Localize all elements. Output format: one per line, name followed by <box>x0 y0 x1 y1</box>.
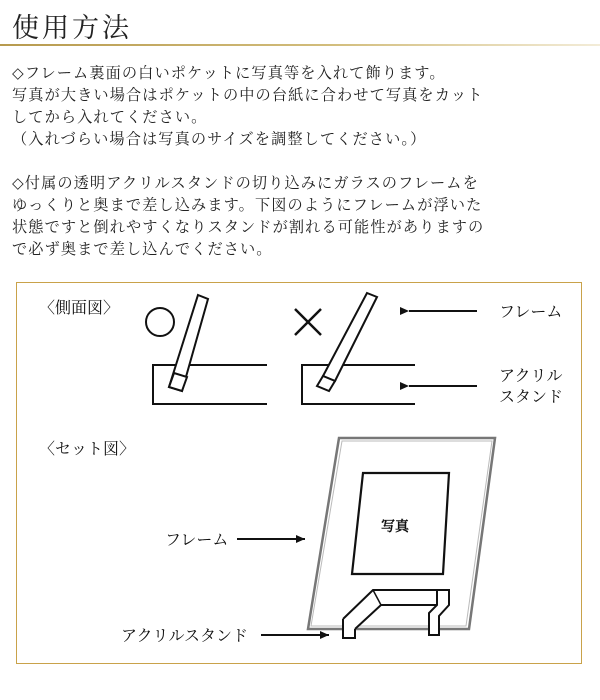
side-view-label: 〈側面図〉 <box>39 298 120 317</box>
usage-diagram <box>16 282 582 664</box>
paragraph-line: で必ず奥まで差し込んでください。 <box>12 240 273 258</box>
paragraph-line: 写真が大きい場合はポケットの中の台紙に合わせて写真をカット <box>12 86 484 104</box>
title-divider <box>0 44 600 46</box>
acrylic-label-line1: アクリル <box>499 366 563 385</box>
frame-label: フレーム <box>499 302 563 321</box>
diagram-canvas <box>17 283 583 665</box>
instruction-paragraph-1 <box>12 62 597 150</box>
instruction-paragraph-2 <box>12 172 597 260</box>
photo-label: 写真 <box>381 519 409 535</box>
set-view-label: 〈セット図〉 <box>39 439 136 458</box>
set-acrylic-label: アクリルスタンド <box>121 626 249 645</box>
set-frame-label: フレーム <box>165 530 229 549</box>
wrong-mark-icon <box>295 309 321 335</box>
paragraph-line: ゆっくりと奥まで差し込みます。下図のようにフレームが浮いた <box>12 196 483 214</box>
paragraph-line: ◇付属の透明アクリルスタンドの切り込みにガラスのフレームを <box>12 174 479 192</box>
paragraph-line: してから入れてください。 <box>12 108 208 126</box>
acrylic-label-line2: スタンド <box>499 387 564 406</box>
paragraph-line: （入れづらい場合は写真のサイズを調整してください。） <box>12 130 427 148</box>
paragraph-line: 状態ですと倒れやすくなりスタンドが割れる可能性がありますの <box>12 218 485 236</box>
page-title: 使用方法 <box>12 13 132 44</box>
paragraph-line: ◇フレーム裏面の白いポケットに写真等を入れて飾ります。 <box>12 64 446 82</box>
correct-mark-icon <box>146 308 174 336</box>
